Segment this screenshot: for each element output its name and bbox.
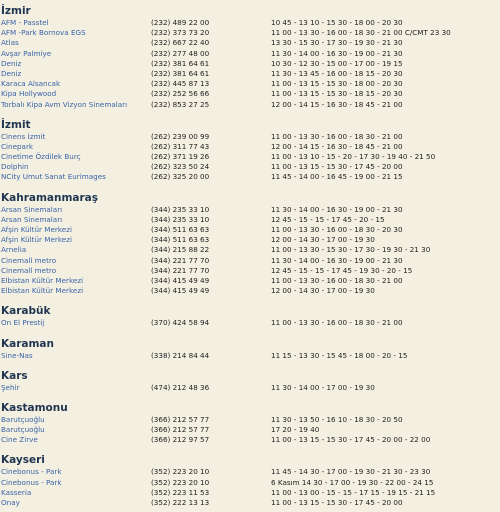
city-section	[0, 453, 500, 508]
phone-number: (352) 223 20 10	[151, 477, 210, 487]
city-heading: Karaman	[1, 337, 54, 350]
cinema-name-link[interactable]: Dolphin	[1, 162, 29, 172]
cinema-row	[0, 142, 500, 152]
showtimes: 11 00 - 13 30 - 16 00 - 18 30 - 21 00	[271, 275, 403, 285]
city-section	[0, 369, 500, 393]
showtimes: 10 30 - 12 30 - 15 00 - 17 00 - 19 15	[271, 58, 403, 68]
city-heading: Kastamonu	[1, 401, 68, 414]
phone-number: (262) 371 19 26	[151, 152, 210, 162]
showtimes: 11 30 - 14 00 - 16 30 - 19 00 - 21 30	[271, 255, 403, 265]
showtimes: 11 00 - 13 15 - 15 30 - 18 15 - 20 30	[271, 89, 403, 99]
phone-number: (232) 277 48 00	[151, 48, 210, 58]
cinema-row	[0, 205, 500, 215]
cinema-name-link[interactable]: Kipa Hollywood	[1, 89, 57, 99]
cinema-row	[0, 435, 500, 445]
phone-number: (344) 235 33 10	[151, 214, 210, 224]
cinema-row	[0, 415, 500, 425]
showtimes: 11 30 - 14 00 - 17 00 - 19 30	[271, 382, 375, 392]
city-section	[0, 118, 500, 183]
cinema-row	[0, 245, 500, 255]
phone-number: (344) 221 77 70	[151, 265, 210, 275]
cinema-name-link[interactable]: Arnelia	[1, 245, 27, 255]
showtimes: 12 45 - 15 - 15 - 17 45 - 19 30 - 20 - 15	[271, 265, 413, 275]
cinema-row	[0, 59, 500, 69]
phone-number: (232) 853 27 25	[151, 99, 210, 109]
cinema-row	[0, 383, 500, 393]
cinema-name-link[interactable]: Cine Zirve	[1, 435, 38, 445]
cinema-name-link[interactable]: Elbistan Kültür Merkezi	[1, 286, 84, 296]
cinema-row	[0, 132, 500, 142]
city-heading: Kayseri	[1, 454, 45, 467]
cinema-row	[0, 18, 500, 28]
cinema-row	[0, 266, 500, 276]
cinema-row	[0, 79, 500, 89]
phone-number: (352) 223 11 53	[151, 487, 210, 497]
cinema-name-link[interactable]: Karaca Alsancak	[1, 79, 61, 89]
showtimes: 11 00 - 13 15 - 15 30 - 17 45 - 20 00	[271, 162, 403, 172]
showtimes: 11 00 - 13 15 - 15 30 - 17 45 - 20 00 - 22 00	[271, 435, 431, 445]
phone-number: (262) 325 20 00	[151, 172, 210, 182]
phone-number: (366) 212 97 57	[151, 435, 210, 445]
city-heading: İzmit	[1, 118, 31, 131]
cinema-name-link[interactable]: Atlas	[1, 38, 19, 48]
showtimes: 11 45 - 14 00 - 16 45 - 19 00 - 21 15	[271, 172, 403, 182]
showtimes: 11 00 - 13 30 - 16 00 - 18 30 - 20 30	[271, 225, 403, 234]
cinema-row	[0, 351, 500, 361]
cinema-row	[0, 235, 500, 245]
phone-number: (262) 239 00 99	[151, 131, 210, 141]
showtimes: 11 00 - 13 30 - 16 00 - 18 30 - 21 00	[271, 131, 403, 141]
city-section	[0, 304, 500, 328]
phone-number: (344) 415 49 49	[151, 275, 210, 285]
showtimes: 11 45 - 14 30 - 17 00 - 19 30 - 21 30 - 23 30	[271, 467, 431, 477]
phone-number: (232) 489 22 00	[151, 18, 210, 27]
cinema-name-link[interactable]: Elbistan Kültür Merkezi	[1, 275, 84, 285]
phone-number: (344) 221 77 70	[151, 255, 210, 265]
cinema-name-link[interactable]: Şehir	[1, 382, 20, 392]
showtimes: 11 30 - 13 45 - 16 00 - 18 15 - 20 30	[271, 68, 403, 78]
phone-number: (344) 235 33 10	[151, 204, 210, 214]
phone-number: (232) 252 56 66	[151, 89, 210, 99]
phone-number: (262) 323 50 24	[151, 162, 210, 172]
cinema-row	[0, 28, 500, 38]
cinema-row	[0, 100, 500, 110]
city-heading: Kars	[1, 369, 28, 382]
cinema-name-link[interactable]: Barutçuoğlu	[1, 425, 45, 435]
cinema-row	[0, 467, 500, 477]
cinema-name-link[interactable]: Arsan Sinemaları	[1, 214, 63, 224]
cinema-row	[0, 162, 500, 172]
cinema-row	[0, 89, 500, 99]
cinema-row	[0, 425, 500, 435]
cinema-name-link[interactable]: Cinetime Özdilek Burç	[1, 152, 81, 162]
cinema-row	[0, 225, 500, 235]
cinema-row	[0, 478, 500, 488]
showtimes: 13 30 - 15 30 - 17 30 - 19 30 - 21 30	[271, 38, 403, 48]
phone-number: (344) 415 49 49	[151, 286, 210, 296]
showtimes: 12 00 - 14 15 - 16 30 - 18 45 - 21 00	[271, 99, 403, 109]
phone-number: (338) 214 84 44	[151, 350, 210, 360]
cinema-name-link[interactable]: Deniz	[1, 58, 22, 68]
cinema-name-link[interactable]: Kasseria	[1, 487, 32, 497]
showtimes: 11 30 - 14 00 - 16 30 - 19 00 - 21 30	[271, 48, 403, 58]
cinema-name-link[interactable]: Deniz	[1, 68, 22, 78]
cinema-name-link[interactable]: Cinepark	[1, 141, 34, 151]
showtimes: 11 00 - 13 10 - 15 - 20 - 17 30 - 19 40 - 21 50	[271, 152, 436, 162]
city-heading: Karabük	[1, 305, 51, 318]
cinema-row	[0, 69, 500, 79]
phone-number: (262) 311 77 43	[151, 141, 210, 151]
cinema-row	[0, 286, 500, 296]
cinema-name-link[interactable]: Cinemall metro	[1, 255, 57, 265]
cinema-name-link[interactable]: Afşin Kültür Merkezi	[1, 225, 72, 234]
showtimes: 11 00 - 13 30 - 16 00 - 18 30 - 21 00	[271, 318, 403, 328]
city-section	[0, 337, 500, 361]
city-section	[0, 191, 500, 297]
cinema-name-link[interactable]: On El Prestij	[1, 318, 45, 328]
showtimes: 6 Kasım 14 30 - 17 00 - 19 30 - 22 00 - 24 15	[271, 477, 434, 487]
showtimes: 11 00 - 13 00 - 15 - 15 - 17 15 - 19 15 - 21 15	[271, 487, 436, 497]
showtimes: 11 00 - 13 15 - 15 30 - 17 45 - 20 00	[271, 498, 403, 507]
cinema-name-link[interactable]: Afşin Kültür Merkezi	[1, 235, 72, 245]
showtimes: 11 30 - 13 50 - 16 10 - 18 30 - 20 50	[271, 414, 403, 424]
city-heading: İzmir	[1, 5, 31, 17]
cinema-name-link[interactable]: Cinens İzmit	[1, 131, 46, 141]
phone-number: (352) 222 13 13	[151, 498, 210, 507]
cinema-name-link[interactable]: Cinemall metro	[1, 265, 57, 275]
showtimes: 11 00 - 13 15 - 15 30 - 18 00 - 20 30	[271, 79, 403, 89]
showtimes: 10 45 - 13 10 - 15 30 - 18 00 - 20 30	[271, 18, 403, 27]
cinema-row	[0, 318, 500, 328]
phone-number: (344) 511 63 63	[151, 235, 210, 245]
cinema-name-link[interactable]: Cinebonus - Park	[1, 467, 62, 477]
phone-number: (344) 511 63 63	[151, 225, 210, 234]
showtimes: 12 45 - 15 - 15 - 17 45 - 20 - 15	[271, 214, 385, 224]
showtimes: 11 15 - 13 30 - 15 45 - 18 00 - 20 - 15	[271, 350, 408, 360]
cinema-name-link[interactable]: Avşar Palmiye	[1, 48, 52, 58]
cinema-row	[0, 38, 500, 48]
phone-number: (474) 212 48 36	[151, 382, 210, 392]
cinema-name-link[interactable]: Sine-Nas	[1, 350, 33, 360]
cinema-row	[0, 49, 500, 59]
showtimes: 12 00 - 14 30 - 17 00 - 19 30	[271, 235, 375, 245]
city-heading: Kahramanmaraş	[1, 191, 99, 204]
showtimes: 17 20 - 19 40	[271, 425, 320, 435]
cinema-row	[0, 498, 500, 508]
phone-number: (366) 212 57 77	[151, 425, 210, 435]
showtimes: 11 00 - 13 30 - 15 30 - 17 30 - 19 30 - 21 30	[271, 245, 431, 255]
showtimes: 12 00 - 14 15 - 16 30 - 18 45 - 21 00	[271, 141, 403, 151]
phone-number: (232) 445 87 13	[151, 79, 210, 89]
cinema-name-link[interactable]: AFM -Park Bornova EGS	[1, 28, 86, 38]
showtimes: 11 00 - 13 30 - 16 00 - 18 30 - 21 00 C/CMT 23 30	[271, 28, 451, 38]
phone-number: (366) 212 57 77	[151, 414, 210, 424]
showtimes: 11 30 - 14 00 - 16 30 - 19 00 - 21 30	[271, 204, 403, 214]
phone-number: (232) 667 22 40	[151, 38, 210, 48]
phone-number: (370) 424 58 94	[151, 318, 210, 328]
phone-number: (344) 215 88 22	[151, 245, 210, 255]
city-section	[0, 401, 500, 446]
cinema-row	[0, 152, 500, 162]
cinema-row	[0, 276, 500, 286]
phone-number: (232) 381 64 61	[151, 58, 210, 68]
cinema-name-link[interactable]: Torbalı Kipa Avm Vizyon Sinemaları	[1, 99, 128, 109]
cinema-name-link[interactable]: Arsan Sinemaları	[1, 204, 63, 214]
cinema-name-link[interactable]: NCity Umut Sanat Eurimages	[1, 172, 106, 182]
showtimes: 12 00 - 14 30 - 17 00 - 19 30	[271, 286, 375, 296]
cinema-row	[0, 172, 500, 182]
cinema-row	[0, 488, 500, 498]
phone-number: (232) 373 73 20	[151, 28, 210, 38]
phone-number: (352) 223 20 10	[151, 467, 210, 477]
phone-number: (232) 381 64 61	[151, 68, 210, 78]
cinema-name-link[interactable]: Barutçuoğlu	[1, 414, 45, 424]
cinema-name-link[interactable]: AFM - Passtel	[1, 18, 49, 27]
cinema-row	[0, 256, 500, 266]
cinema-row	[0, 215, 500, 225]
cinema-name-link[interactable]: Cinebonus - Park	[1, 477, 62, 487]
cinema-name-link[interactable]: Onay	[1, 498, 20, 507]
city-section	[0, 4, 500, 110]
